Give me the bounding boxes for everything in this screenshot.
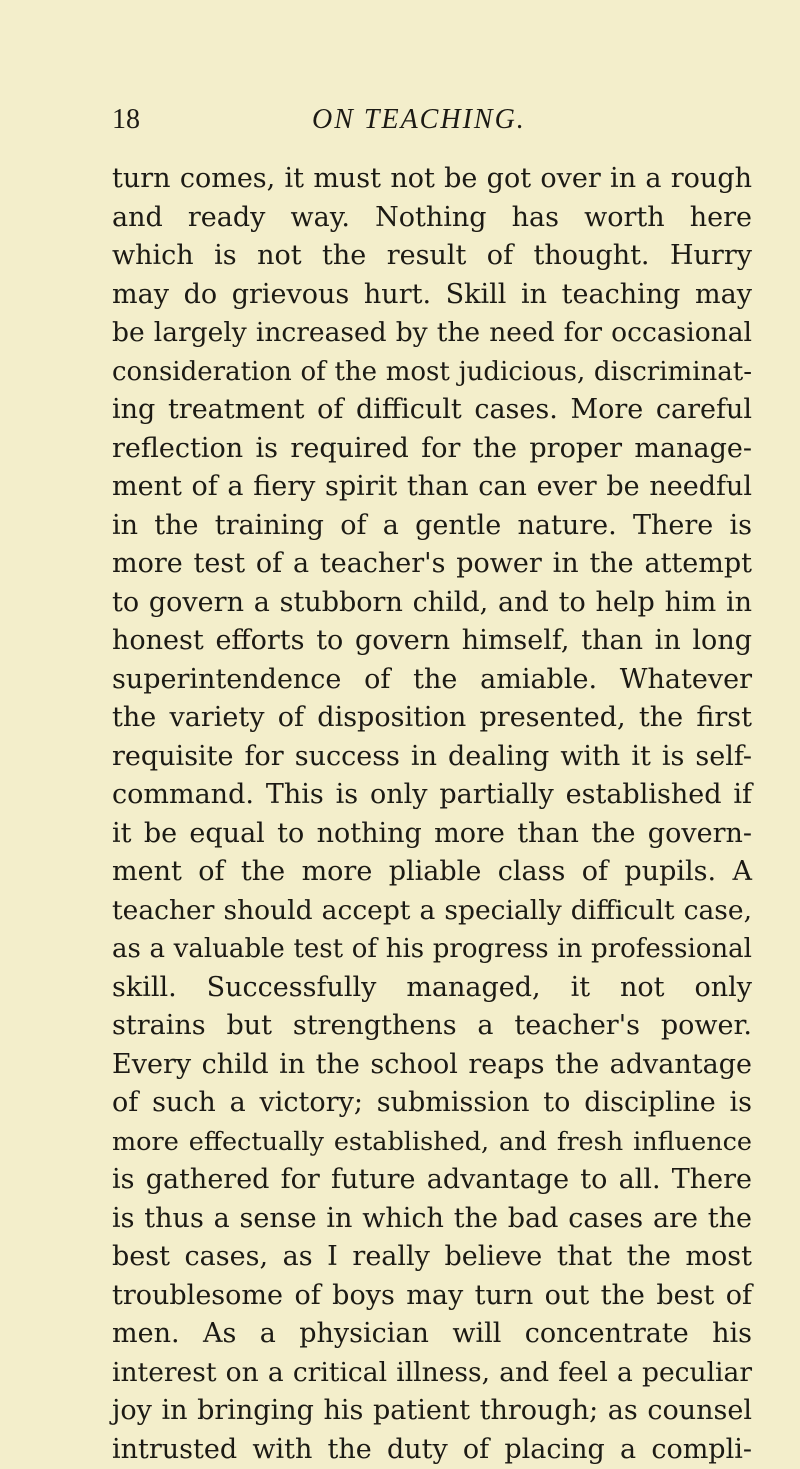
text-line: skill. Successfully managed, it not only bbox=[112, 969, 752, 1008]
text-line: and ready way. Nothing has worth here bbox=[112, 199, 752, 238]
text-line: consideration of the most judicious, discriminat- bbox=[112, 353, 752, 392]
text-line: troublesome of boys may turn out the best of bbox=[112, 1277, 752, 1316]
text-line: as a valuable test of his progress in professional bbox=[112, 930, 752, 969]
text-line: be largely increased by the need for occasional bbox=[112, 314, 752, 353]
text-line: ment of the more pliable class of pupils. A bbox=[112, 853, 752, 892]
text-line: is gathered for future advantage to all. There bbox=[112, 1161, 752, 1200]
text-line: command. This is only partially established if bbox=[112, 776, 752, 815]
text-line: teacher should accept a specially difficult case, bbox=[112, 892, 752, 931]
text-line: in the training of a gentle nature. There is bbox=[112, 507, 752, 546]
running-title: ON TEACHING. bbox=[312, 100, 526, 140]
text-line: best cases, as I really believe that the most bbox=[112, 1238, 752, 1277]
text-line: Every child in the school reaps the advantage bbox=[112, 1046, 752, 1085]
text-line: the variety of disposition presented, the first bbox=[112, 699, 752, 738]
page-number: 18 bbox=[112, 100, 140, 140]
text-line: intrusted with the duty of placing a compli- bbox=[112, 1431, 752, 1469]
text-line: strains but strengthens a teacher's power. bbox=[112, 1007, 752, 1046]
text-line: ing treatment of difficult cases. More careful bbox=[112, 391, 752, 430]
text-line: which is not the result of thought. Hurry bbox=[112, 237, 752, 276]
page-header bbox=[112, 100, 752, 140]
text-line: joy in bringing his patient through; as counsel bbox=[112, 1392, 752, 1431]
text-line: interest on a critical illness, and feel a peculiar bbox=[112, 1354, 752, 1393]
text-line: is thus a sense in which the bad cases are the bbox=[112, 1200, 752, 1239]
text-line: more effectually established, and fresh influence bbox=[112, 1123, 752, 1162]
text-line: it be equal to nothing more than the govern- bbox=[112, 815, 752, 854]
text-line: superintendence of the amiable. Whatever bbox=[112, 661, 752, 700]
text-line: to govern a stubborn child, and to help him in bbox=[112, 584, 752, 623]
text-line: men. As a physician will concentrate his bbox=[112, 1315, 752, 1354]
text-line: turn comes, it must not be got over in a rough bbox=[112, 160, 752, 199]
text-line: honest efforts to govern himself, than in long bbox=[112, 622, 752, 661]
text-line: of such a victory; submission to discipline is bbox=[112, 1084, 752, 1123]
text-line: more test of a teacher's power in the attempt bbox=[112, 545, 752, 584]
text-line: reflection is required for the proper manage- bbox=[112, 430, 752, 469]
text-line: requisite for success in dealing with it is self- bbox=[112, 738, 752, 777]
text-line: ment of a fiery spirit than can ever be needful bbox=[112, 468, 752, 507]
text-line: may do grievous hurt. Skill in teaching may bbox=[112, 276, 752, 315]
body-paragraph bbox=[112, 160, 752, 1469]
